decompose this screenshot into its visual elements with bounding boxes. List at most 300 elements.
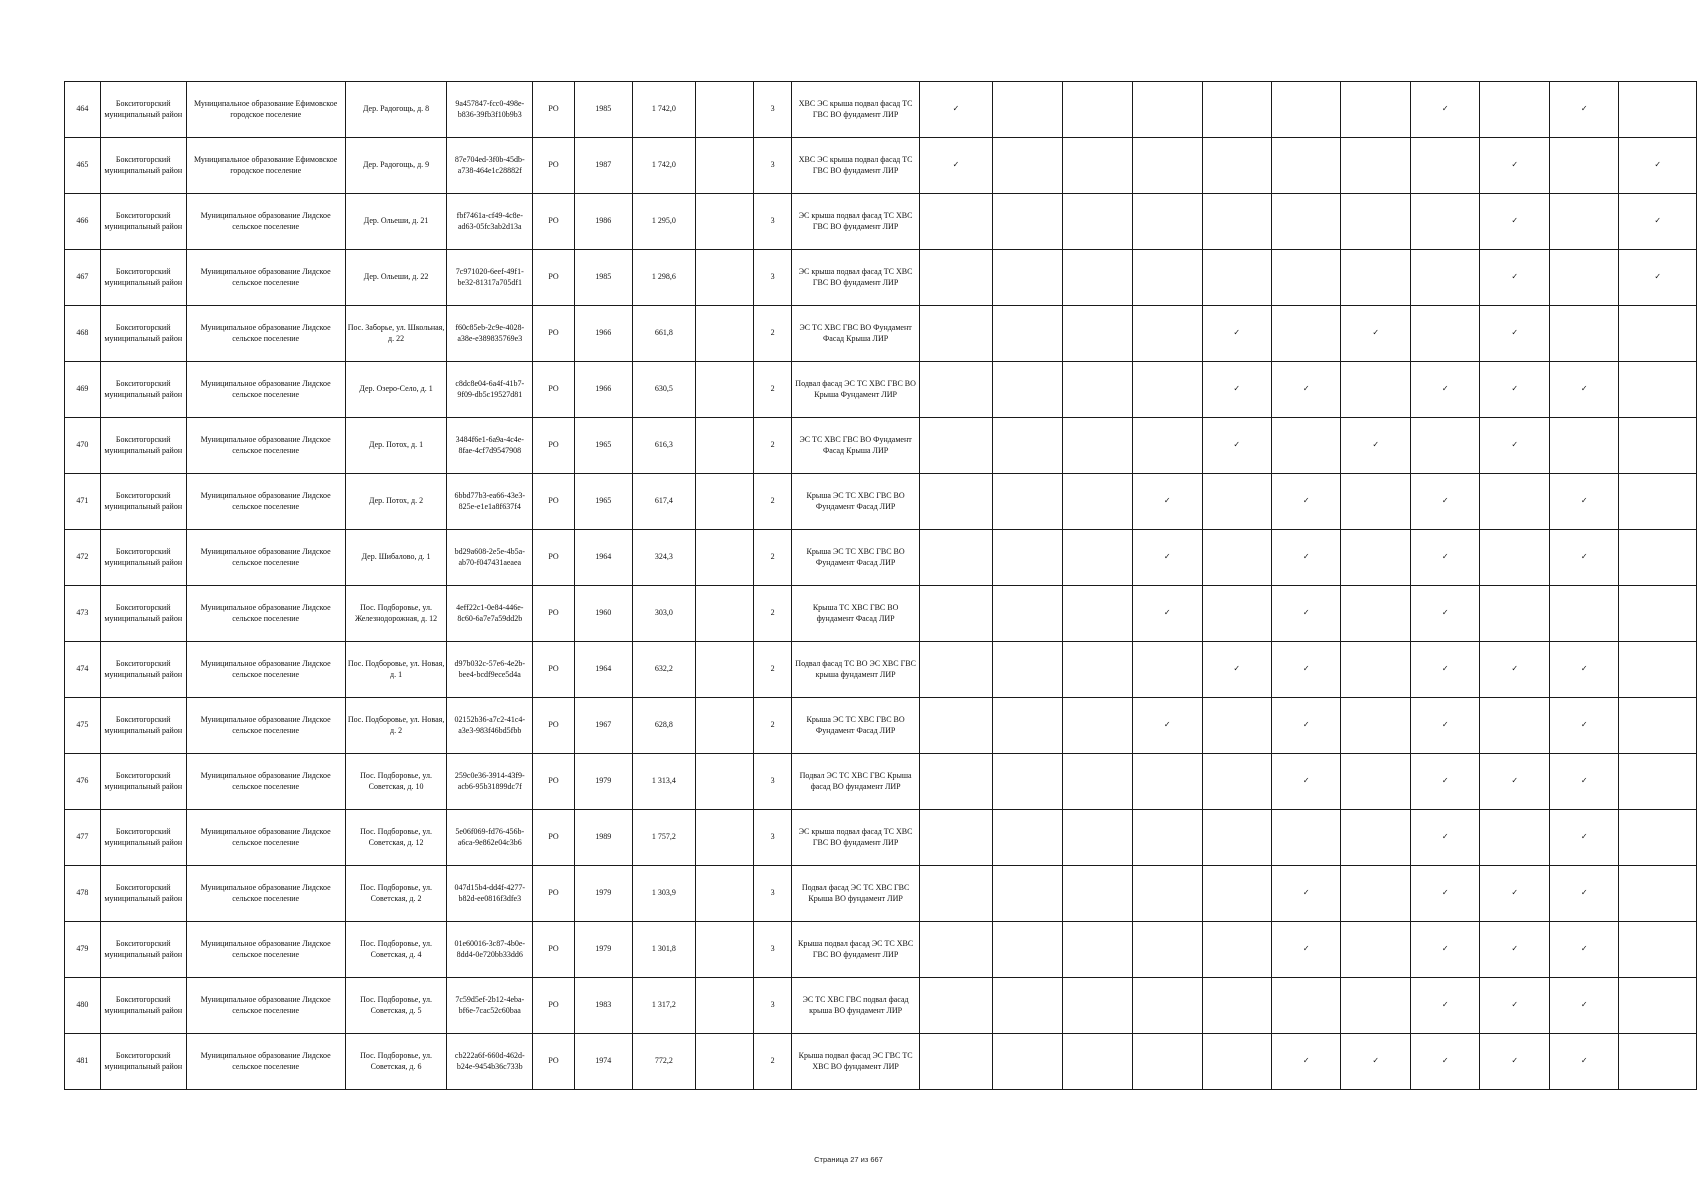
municipality-cell: Муниципальное образование Лидское сельское поселение <box>186 1034 345 1090</box>
registry-sheet <box>64 81 1697 1090</box>
area-cell: 1 742,0 <box>632 82 696 138</box>
address-cell: Дер. Ольеши, д. 22 <box>345 250 447 306</box>
area-cell: 616,3 <box>632 418 696 474</box>
works-list-cell: ЭС ТС ХВС ГВС ВО Фундамент Фасад Крыша ЛИР <box>792 306 919 362</box>
ownership-type-cell: РО <box>533 1034 575 1090</box>
work-check-cell <box>1341 82 1410 138</box>
floors-cell: 2 <box>753 474 792 530</box>
year-built-cell: 1960 <box>574 586 632 642</box>
work-check-cell <box>1619 250 1697 306</box>
guid-cell: 02152b36-a7c2-41c4-a3e3-983f46bd5fbb <box>447 698 533 754</box>
work-check-cell <box>1341 698 1410 754</box>
table-body <box>65 82 1697 1090</box>
table-row <box>65 82 1697 138</box>
work-check-cell <box>1062 922 1132 978</box>
ownership-type-cell: РО <box>533 82 575 138</box>
work-check-cell <box>1133 978 1202 1034</box>
work-check-cell <box>919 1034 992 1090</box>
empty-cell <box>696 1034 754 1090</box>
check-mark-icon: ✓ <box>1580 552 1588 562</box>
address-cell: Пос. Подборовье, ул. Железнодорожная, д. 12 <box>345 586 447 642</box>
table-row <box>65 362 1697 418</box>
page-footer <box>0 1155 1697 1164</box>
row-number: 471 <box>65 474 101 530</box>
work-check-cell <box>1480 474 1549 530</box>
check-mark-icon: ✓ <box>1580 720 1588 730</box>
work-check-cell <box>993 418 1062 474</box>
work-check-cell <box>1062 530 1132 586</box>
guid-cell: f60c85eb-2c9e-4028-a38e-e389835769e3 <box>447 306 533 362</box>
work-check-cell <box>1549 922 1618 978</box>
work-check-cell <box>1549 250 1618 306</box>
work-check-cell <box>1062 866 1132 922</box>
work-check-cell <box>1202 978 1271 1034</box>
empty-cell <box>696 586 754 642</box>
work-check-cell <box>1549 306 1618 362</box>
work-check-cell <box>1202 250 1271 306</box>
check-mark-icon: ✓ <box>952 160 960 170</box>
check-mark-icon: ✓ <box>1441 720 1449 730</box>
guid-cell: 6bbd77b3-ea66-43e3-825e-e1e1a8f637f4 <box>447 474 533 530</box>
year-built-cell: 1965 <box>574 418 632 474</box>
work-check-cell <box>993 978 1062 1034</box>
empty-cell <box>696 474 754 530</box>
work-check-cell <box>1272 306 1341 362</box>
check-mark-icon: ✓ <box>1580 496 1588 506</box>
table-row <box>65 474 1697 530</box>
work-check-cell <box>1480 978 1549 1034</box>
work-check-cell <box>993 194 1062 250</box>
works-list-cell: Крыша ЭС ТС ХВС ГВС ВО Фундамент Фасад ЛИР <box>792 698 919 754</box>
area-cell: 661,8 <box>632 306 696 362</box>
work-check-cell <box>1410 194 1479 250</box>
guid-cell: cb222a6f-660d-462d-b24e-9454b36c733b <box>447 1034 533 1090</box>
work-check-cell <box>1410 306 1479 362</box>
floors-cell: 2 <box>753 418 792 474</box>
guid-cell: 4eff22c1-0e84-446e-8c60-6a7e7a59dd2b <box>447 586 533 642</box>
work-check-cell <box>1202 82 1271 138</box>
work-check-cell <box>1133 418 1202 474</box>
work-check-cell <box>1410 754 1479 810</box>
work-check-cell <box>1410 1034 1479 1090</box>
work-check-cell <box>993 250 1062 306</box>
row-number: 477 <box>65 810 101 866</box>
work-check-cell <box>1202 754 1271 810</box>
work-check-cell <box>993 474 1062 530</box>
work-check-cell <box>919 82 992 138</box>
work-check-cell <box>1341 474 1410 530</box>
work-check-cell <box>1410 530 1479 586</box>
empty-cell <box>696 978 754 1034</box>
work-check-cell <box>919 306 992 362</box>
row-number: 474 <box>65 642 101 698</box>
work-check-cell <box>1062 362 1132 418</box>
year-built-cell: 1987 <box>574 138 632 194</box>
address-cell: Дер. Озеро-Село, д. 1 <box>345 362 447 418</box>
work-check-cell <box>1062 698 1132 754</box>
year-built-cell: 1985 <box>574 250 632 306</box>
work-check-cell <box>1272 138 1341 194</box>
check-mark-icon: ✓ <box>1511 328 1519 338</box>
works-list-cell: Крыша ТС ХВС ГВС ВО фундамент Фасад ЛИР <box>792 586 919 642</box>
ownership-type-cell: РО <box>533 922 575 978</box>
work-check-cell <box>1549 866 1618 922</box>
check-mark-icon: ✓ <box>1302 944 1310 954</box>
area-cell: 772,2 <box>632 1034 696 1090</box>
district-cell: Бокситогорский муниципальный район <box>100 810 186 866</box>
work-check-cell <box>919 978 992 1034</box>
guid-cell: 3484f6e1-6a9a-4c4e-8fae-4cf7d9547908 <box>447 418 533 474</box>
guid-cell: 5e06f069-fd76-456b-a6ca-9e862e04c3b6 <box>447 810 533 866</box>
check-mark-icon: ✓ <box>1441 608 1449 618</box>
row-number: 480 <box>65 978 101 1034</box>
year-built-cell: 1966 <box>574 362 632 418</box>
ownership-type-cell: РО <box>533 698 575 754</box>
work-check-cell <box>1341 978 1410 1034</box>
address-cell: Дер. Потох, д. 1 <box>345 418 447 474</box>
guid-cell: 7c971020-6eef-49f1-be32-81317a705df1 <box>447 250 533 306</box>
row-number: 464 <box>65 82 101 138</box>
work-check-cell <box>1272 82 1341 138</box>
work-check-cell <box>1202 642 1271 698</box>
row-number: 470 <box>65 418 101 474</box>
address-cell: Дер. Радогощь, д. 9 <box>345 138 447 194</box>
table-row <box>65 306 1697 362</box>
work-check-cell <box>1202 362 1271 418</box>
work-check-cell <box>1619 530 1697 586</box>
municipality-cell: Муниципальное образование Лидское сельское поселение <box>186 194 345 250</box>
work-check-cell <box>1549 586 1618 642</box>
floors-cell: 2 <box>753 362 792 418</box>
address-cell: Дер. Радогощь, д. 8 <box>345 82 447 138</box>
empty-cell <box>696 138 754 194</box>
work-check-cell <box>993 306 1062 362</box>
work-check-cell <box>1202 810 1271 866</box>
table-row <box>65 250 1697 306</box>
work-check-cell <box>993 810 1062 866</box>
work-check-cell <box>1133 138 1202 194</box>
work-check-cell <box>919 810 992 866</box>
work-check-cell <box>919 642 992 698</box>
table-row <box>65 1034 1697 1090</box>
work-check-cell <box>1619 138 1697 194</box>
guid-cell: 259c0e36-3914-43f9-acb6-95b31899dc7f <box>447 754 533 810</box>
work-check-cell <box>1133 866 1202 922</box>
work-check-cell <box>1410 418 1479 474</box>
work-check-cell <box>1480 866 1549 922</box>
check-mark-icon: ✓ <box>1163 496 1171 506</box>
work-check-cell <box>1272 866 1341 922</box>
work-check-cell <box>1410 586 1479 642</box>
work-check-cell <box>1341 530 1410 586</box>
work-check-cell <box>1480 418 1549 474</box>
district-cell: Бокситогорский муниципальный район <box>100 698 186 754</box>
table-row <box>65 418 1697 474</box>
row-number: 467 <box>65 250 101 306</box>
works-list-cell: ХВС ЭС крыша подвал фасад ТС ГВС ВО фундамент ЛИР <box>792 138 919 194</box>
work-check-cell <box>1480 82 1549 138</box>
work-check-cell <box>993 138 1062 194</box>
year-built-cell: 1979 <box>574 754 632 810</box>
check-mark-icon: ✓ <box>1233 664 1241 674</box>
work-check-cell <box>1549 362 1618 418</box>
work-check-cell <box>1062 82 1132 138</box>
work-check-cell <box>1619 922 1697 978</box>
address-cell: Пос. Подборовье, ул. Советская, д. 6 <box>345 1034 447 1090</box>
area-cell: 1 301,8 <box>632 922 696 978</box>
work-check-cell <box>1133 250 1202 306</box>
guid-cell: 7c59d5ef-2b12-4eba-bf6e-7cac52c60baa <box>447 978 533 1034</box>
area-cell: 1 295,0 <box>632 194 696 250</box>
municipality-cell: Муниципальное образование Лидское сельское поселение <box>186 418 345 474</box>
floors-cell: 3 <box>753 810 792 866</box>
empty-cell <box>696 306 754 362</box>
municipality-cell: Муниципальное образование Лидское сельское поселение <box>186 362 345 418</box>
work-check-cell <box>1133 530 1202 586</box>
work-check-cell <box>1272 530 1341 586</box>
municipality-cell: Муниципальное образование Лидское сельское поселение <box>186 698 345 754</box>
check-mark-icon: ✓ <box>1441 1056 1449 1066</box>
district-cell: Бокситогорский муниципальный район <box>100 418 186 474</box>
work-check-cell <box>1062 810 1132 866</box>
table-row <box>65 810 1697 866</box>
check-mark-icon: ✓ <box>1441 384 1449 394</box>
ownership-type-cell: РО <box>533 194 575 250</box>
check-mark-icon: ✓ <box>1580 776 1588 786</box>
empty-cell <box>696 754 754 810</box>
check-mark-icon: ✓ <box>1511 888 1519 898</box>
municipality-cell: Муниципальное образование Лидское сельское поселение <box>186 754 345 810</box>
row-number: 473 <box>65 586 101 642</box>
work-check-cell <box>1410 866 1479 922</box>
check-mark-icon: ✓ <box>1302 384 1310 394</box>
work-check-cell <box>1619 810 1697 866</box>
empty-cell <box>696 642 754 698</box>
table-row <box>65 866 1697 922</box>
work-check-cell <box>1133 922 1202 978</box>
floors-cell: 3 <box>753 978 792 1034</box>
check-mark-icon: ✓ <box>1580 1056 1588 1066</box>
check-mark-icon: ✓ <box>1372 1056 1380 1066</box>
work-check-cell <box>1202 698 1271 754</box>
work-check-cell <box>1480 250 1549 306</box>
row-number: 472 <box>65 530 101 586</box>
work-check-cell <box>919 474 992 530</box>
work-check-cell <box>1410 698 1479 754</box>
municipality-cell: Муниципальное образование Ефимовское городское поселение <box>186 82 345 138</box>
work-check-cell <box>1133 810 1202 866</box>
district-cell: Бокситогорский муниципальный район <box>100 978 186 1034</box>
work-check-cell <box>993 586 1062 642</box>
check-mark-icon: ✓ <box>952 104 960 114</box>
work-check-cell <box>1549 642 1618 698</box>
municipality-cell: Муниципальное образование Лидское сельское поселение <box>186 586 345 642</box>
address-cell: Дер. Шибалово, д. 1 <box>345 530 447 586</box>
work-check-cell <box>1272 1034 1341 1090</box>
work-check-cell <box>1062 1034 1132 1090</box>
check-mark-icon: ✓ <box>1441 104 1449 114</box>
district-cell: Бокситогорский муниципальный район <box>100 250 186 306</box>
ownership-type-cell: РО <box>533 754 575 810</box>
work-check-cell <box>1341 1034 1410 1090</box>
municipality-cell: Муниципальное образование Лидское сельское поселение <box>186 250 345 306</box>
works-list-cell: ЭС крыша подвал фасад ТС ХВС ГВС ВО фундамент ЛИР <box>792 810 919 866</box>
year-built-cell: 1983 <box>574 978 632 1034</box>
ownership-type-cell: РО <box>533 306 575 362</box>
guid-cell: c8dc8e04-6a4f-41b7-9f09-db5c19527d81 <box>447 362 533 418</box>
check-mark-icon: ✓ <box>1163 608 1171 618</box>
work-check-cell <box>1202 306 1271 362</box>
row-number: 481 <box>65 1034 101 1090</box>
work-check-cell <box>993 530 1062 586</box>
empty-cell <box>696 810 754 866</box>
empty-cell <box>696 82 754 138</box>
ownership-type-cell: РО <box>533 138 575 194</box>
check-mark-icon: ✓ <box>1302 776 1310 786</box>
year-built-cell: 1979 <box>574 922 632 978</box>
work-check-cell <box>1272 474 1341 530</box>
work-check-cell <box>1341 306 1410 362</box>
year-built-cell: 1986 <box>574 194 632 250</box>
work-check-cell <box>1410 362 1479 418</box>
check-mark-icon: ✓ <box>1511 272 1519 282</box>
floors-cell: 3 <box>753 194 792 250</box>
year-built-cell: 1964 <box>574 642 632 698</box>
housing-registry-table <box>64 81 1697 1090</box>
area-cell: 617,4 <box>632 474 696 530</box>
work-check-cell <box>1619 418 1697 474</box>
table-row <box>65 194 1697 250</box>
work-check-cell <box>1619 642 1697 698</box>
work-check-cell <box>1133 642 1202 698</box>
table-row <box>65 530 1697 586</box>
municipality-cell: Муниципальное образование Лидское сельское поселение <box>186 866 345 922</box>
table-row <box>65 922 1697 978</box>
floors-cell: 2 <box>753 530 792 586</box>
ownership-type-cell: РО <box>533 362 575 418</box>
table-row <box>65 138 1697 194</box>
work-check-cell <box>1480 362 1549 418</box>
row-number: 465 <box>65 138 101 194</box>
check-mark-icon: ✓ <box>1302 552 1310 562</box>
work-check-cell <box>1410 474 1479 530</box>
work-check-cell <box>1549 698 1618 754</box>
table-row <box>65 754 1697 810</box>
ownership-type-cell: РО <box>533 866 575 922</box>
row-number: 468 <box>65 306 101 362</box>
floors-cell: 2 <box>753 586 792 642</box>
check-mark-icon: ✓ <box>1511 216 1519 226</box>
district-cell: Бокситогорский муниципальный район <box>100 754 186 810</box>
work-check-cell <box>1480 530 1549 586</box>
check-mark-icon: ✓ <box>1654 272 1662 282</box>
work-check-cell <box>1549 82 1618 138</box>
work-check-cell <box>919 418 992 474</box>
work-check-cell <box>993 866 1062 922</box>
year-built-cell: 1966 <box>574 306 632 362</box>
work-check-cell <box>1133 194 1202 250</box>
check-mark-icon: ✓ <box>1163 720 1171 730</box>
work-check-cell <box>919 866 992 922</box>
work-check-cell <box>1480 810 1549 866</box>
area-cell: 1 303,9 <box>632 866 696 922</box>
check-mark-icon: ✓ <box>1441 552 1449 562</box>
work-check-cell <box>1133 754 1202 810</box>
check-mark-icon: ✓ <box>1441 888 1449 898</box>
guid-cell: 047d15b4-dd4f-4277-b82d-ee0816f3dfe3 <box>447 866 533 922</box>
work-check-cell <box>1133 362 1202 418</box>
check-mark-icon: ✓ <box>1580 384 1588 394</box>
check-mark-icon: ✓ <box>1302 496 1310 506</box>
area-cell: 628,8 <box>632 698 696 754</box>
work-check-cell <box>1549 474 1618 530</box>
ownership-type-cell: РО <box>533 978 575 1034</box>
work-check-cell <box>1272 978 1341 1034</box>
row-number: 475 <box>65 698 101 754</box>
work-check-cell <box>1619 1034 1697 1090</box>
district-cell: Бокситогорский муниципальный район <box>100 362 186 418</box>
district-cell: Бокситогорский муниципальный район <box>100 194 186 250</box>
floors-cell: 3 <box>753 866 792 922</box>
district-cell: Бокситогорский муниципальный район <box>100 866 186 922</box>
work-check-cell <box>1619 362 1697 418</box>
municipality-cell: Муниципальное образование Лидское сельское поселение <box>186 978 345 1034</box>
guid-cell: d97b032c-57e6-4e2b-bee4-bcdf9ece5d4a <box>447 642 533 698</box>
work-check-cell <box>1202 530 1271 586</box>
area-cell: 303,0 <box>632 586 696 642</box>
work-check-cell <box>993 362 1062 418</box>
row-number: 478 <box>65 866 101 922</box>
ownership-type-cell: РО <box>533 810 575 866</box>
work-check-cell <box>1410 250 1479 306</box>
work-check-cell <box>1202 418 1271 474</box>
work-check-cell <box>1062 194 1132 250</box>
check-mark-icon: ✓ <box>1580 104 1588 114</box>
ownership-type-cell: РО <box>533 642 575 698</box>
work-check-cell <box>1341 362 1410 418</box>
district-cell: Бокситогорский муниципальный район <box>100 138 186 194</box>
district-cell: Бокситогорский муниципальный район <box>100 530 186 586</box>
work-check-cell <box>1549 1034 1618 1090</box>
check-mark-icon: ✓ <box>1580 944 1588 954</box>
work-check-cell <box>1480 586 1549 642</box>
check-mark-icon: ✓ <box>1302 720 1310 730</box>
check-mark-icon: ✓ <box>1441 944 1449 954</box>
floors-cell: 2 <box>753 306 792 362</box>
check-mark-icon: ✓ <box>1511 440 1519 450</box>
work-check-cell <box>1480 306 1549 362</box>
floors-cell: 2 <box>753 698 792 754</box>
district-cell: Бокситогорский муниципальный район <box>100 642 186 698</box>
work-check-cell <box>1341 754 1410 810</box>
work-check-cell <box>1410 642 1479 698</box>
work-check-cell <box>919 138 992 194</box>
works-list-cell: Подвал фасад ЭС ТС ХВС ГВС Крыша ВО фундамент ЛИР <box>792 866 919 922</box>
work-check-cell <box>1062 978 1132 1034</box>
work-check-cell <box>993 698 1062 754</box>
check-mark-icon: ✓ <box>1233 440 1241 450</box>
work-check-cell <box>993 82 1062 138</box>
work-check-cell <box>1549 418 1618 474</box>
work-check-cell <box>1272 810 1341 866</box>
work-check-cell <box>1272 194 1341 250</box>
row-number: 476 <box>65 754 101 810</box>
area-cell: 324,3 <box>632 530 696 586</box>
work-check-cell <box>1480 922 1549 978</box>
work-check-cell <box>1410 922 1479 978</box>
work-check-cell <box>1341 586 1410 642</box>
work-check-cell <box>1480 642 1549 698</box>
